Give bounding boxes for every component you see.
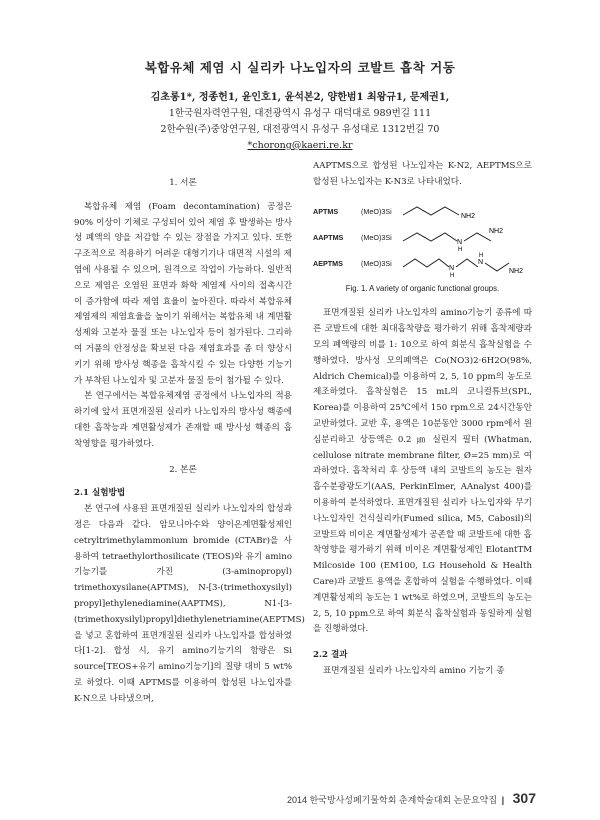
intro-paragraph-1: 복합유체 제염 (Foam decontamination) 공정은 90% 이상이 기체로 구성되어 있어 제염 후 발생하는 방사성 폐액의 양을 저감할 수 있는 장점을 가지고 있다. 또한 구조적으로 적용하기 어려운 대형기기나 대면적 시설의 제염에 사용될 수 있으며, 원격으로 작업이 가능하다. 일반적으로 제염은 오염된 표면과 화학 제염제 사이의 접촉시간이 증가함에 따라 제염 효율이 높아진다. 따라서 복합유체 제염제의 제염효율을 높이기 위해서는 복합유체 내 계면활성제와 고분자 물질 또는 나노입자 등이 첨가된다. 그리하여 거품의 안정성을 확보된 다음 제염효과를 좀 더 향상시키기 위해 방사성 핵종을 흡착시킬 수 있는 다양한 기능기가 부착된 나노입자 및 고분자 물질 등이 첨가될 수 있다. — [74, 201, 292, 386]
methods-paragraph: 본 연구에 사용된 표면개질된 실리카 나노입자의 합성과정은 다음과 같다. 암모니아수와 양이온계면활성제인 cetryltrimethylammonium bromide (CTABr)을 사용하여 tetraethylorthosilicate (TEOS)와 유기 amino 기능기를 가진 (3-aminopropyl) trimethoxysilane(APTMS), N-[3-(trimethoxysilyl) propyl]ethylenediamine(AAPTMS), N1-[3-(trimethoxysilyl)propyl]diethylenetriamine(AEPTMS)을 넣고 혼합하여 표면개질된 실리카 나노입자를 합성하였다[1-2]. 합성 시, 유기 amino기능기의 함량은 Si source[TEOS+유기 amino기능기]의 질량 대비 5 wt%로 하였다. 이때 APTMS를 이용하여 합성된 나노입자를 K-N으로 나타냈으며, — [74, 504, 305, 704]
aaptms-structure-diagram — [401, 225, 532, 251]
section-heading-intro: 1. 서론 — [169, 178, 197, 188]
aptms-structure-diagram — [401, 199, 532, 225]
amine-label: NH2 — [461, 212, 476, 220]
hydrogen-label: H — [450, 272, 455, 277]
author-list: 김초롱1*, 정종헌1, 윤인호1, 윤석본2, 양한범1 최왕규1, 문제권1, — [150, 92, 450, 103]
nitrogen-label: N — [457, 238, 463, 246]
paper-title: 복합유체 제염 시 실리카 나노입자의 코발트 흡착 거동 — [144, 60, 456, 75]
section-heading-body: 2. 본론 — [169, 464, 197, 475]
amine-label: NH2 — [509, 267, 524, 275]
figure-formula: (MeO)3Si — [361, 258, 392, 268]
figure-label: APTMS — [313, 206, 339, 216]
page-number: 307 — [512, 790, 536, 806]
footer-proceedings-title: 2014 한국방사성폐기물학회 춘계학술대회 논문요약집 — [286, 795, 498, 805]
nitrogen-label: N — [478, 258, 484, 266]
figure-label: AEPTMS — [313, 258, 343, 268]
figure-formula: (MeO)3Si — [361, 232, 392, 242]
figure-caption: Fig. 1. A variety of organic functional groups. — [345, 283, 500, 293]
hydrogen-label: H — [479, 252, 484, 259]
affiliation-1: 1한국원자력연구원, 대전광역시 유성구 대덕대로 989번길 111 — [168, 108, 432, 119]
hydrogen-label: H — [458, 246, 463, 251]
amine-label: NH2 — [489, 227, 504, 235]
subsection-heading-methods: 2.1 실험방법 — [74, 488, 126, 499]
right-column — [313, 159, 532, 680]
author-block — [0, 90, 600, 154]
left-column — [74, 176, 305, 708]
subsection-heading-results: 2.2 결과 — [313, 650, 348, 661]
figure-functional-groups — [313, 199, 532, 277]
figure-formula: (MeO)3Si — [361, 206, 392, 216]
results-paragraph: 표면개질된 실리카 나노입자의 amino 기능기 종 — [323, 665, 505, 676]
figure-row-aptms — [313, 199, 532, 225]
affiliation-2: 2한수원(주)중앙연구원, 대전광역시 유성구 유성대로 1312번길 70 — [160, 124, 440, 135]
author-email: *chorong@kaeri.re.kr — [247, 140, 353, 151]
intro-paragraph-2: 본 연구에서는 복합유체제염 공정에서 나노입자의 적용하기에 앞서 표면개질된 실리카 나노입자의 방사성 핵종에 대한 흡착능과 계면활성제가 존재할 때 방사성 핵종의 흡착영향을 평가하였다. — [74, 391, 292, 449]
figure-row-aeptms — [313, 251, 532, 277]
continued-paragraph: AAPTMS으로 합성된 나노입자는 K-N2, AEPTMS으로 합성된 나노입자는 K-N3로 나타내었다. — [313, 161, 532, 187]
figure-row-aaptms — [313, 225, 532, 251]
figure-label: AAPTMS — [313, 232, 344, 242]
aeptms-structure-diagram — [401, 251, 532, 277]
page-footer: 2014 한국방사성폐기물학회 춘계학술대회 논문요약집 | 307 — [286, 790, 536, 806]
experiment-paragraph: 표면개질된 실리카 나노입자의 amino기능기 종류에 따른 코발트에 대한 최대흡착량을 평가하기 위해 흡착제량과 모의 폐액량의 비를 1: 10으로 하여 회분식 흡착실험을 수행하였다. 방사성 모의폐액은 Co(NO3)2·6H2O(98%, Aldrich Chemical)를 이용하여 2, 5, 10 ppm의 농도로 제조하였다. 흡착실험은 15 mL의 코니컬튜브(SPL, Korea)를 이용하여 25℃에서 150 rpm으로 24시간동안 교반하였다. 교반 후, 용액은 10분동안 3000 rpm에서 원심분리하고 상등액은 0.2 ㎛ 실린지 필터 (Whatman, cellulose nitrate membrane filter, Ø=25 mm)로 여과하였다. 흡착처리 후 상등액 내의 코발트의 농도는 원자흡수분광광도기(AAS, PerkinElmer, AAnalyst 400)를 이용하여 분석하였다. 표면개질된 실리카 나노입자와 무기 나노입자인 건식실리카(Fumed silica, M5, Cabosil)의 코발트와 비이온 계면활성제가 공존할 때 코발트에 대한 흡착영향을 평가하기 위해 비이온 계면활성제인 ElotantTM Milcoside 100 (EM100, LG Household & Health Care)과 코발트 용액을 혼합하여 실험을 수행하였다. 이때 계면활성제의 농도는 1 wt%로 하였으며, 코발트의 농도는 2, 5, 10 ppm으로 하여 회분식 흡착실험과 동일하게 실험을 진행하였다. — [313, 308, 532, 635]
nitrogen-label: N — [449, 264, 455, 272]
